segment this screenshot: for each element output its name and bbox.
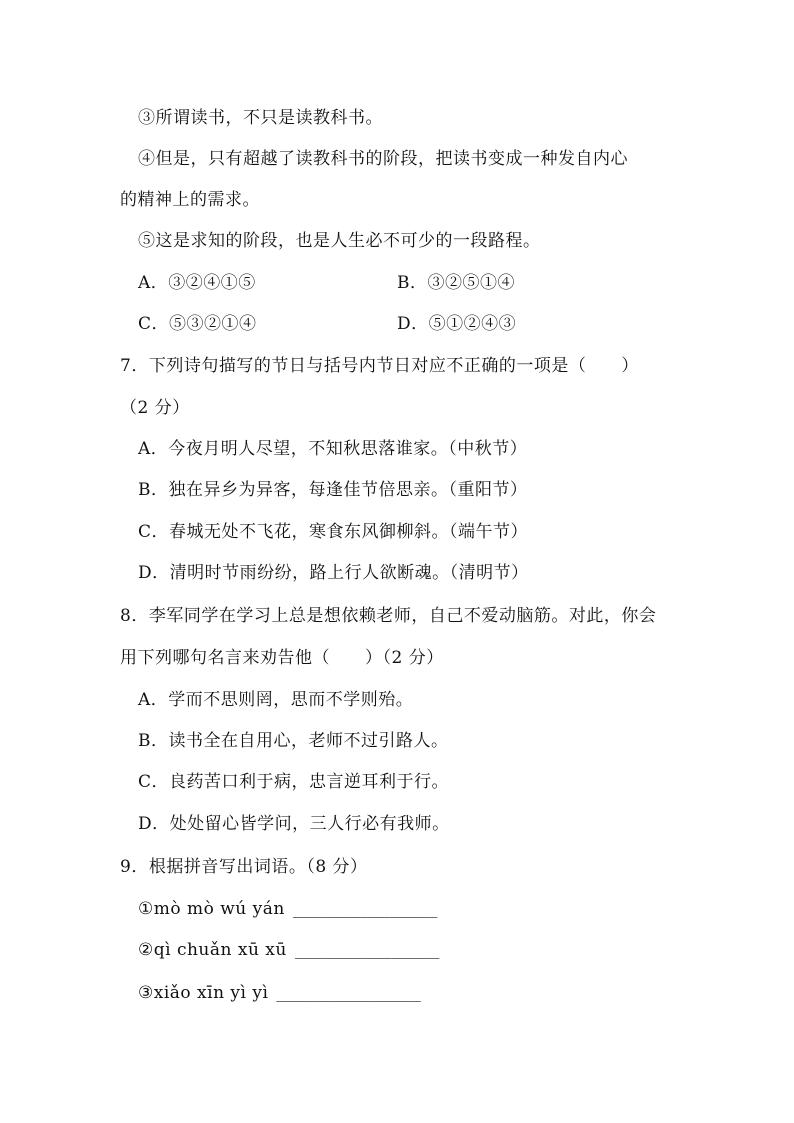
q7-stem-line-1: 7．下列诗句描写的节日与括号内节日对应不正确的一项是（ ） [120,356,639,376]
q8-option-a: A．学而不思则罔，思而不学则殆。 [138,690,414,710]
q6-option-c: C．⑤③②①④ [138,314,257,334]
q7-option-b: B．独在异乡为异客，每逢佳节倍思亲。（重阳节） [138,480,528,500]
q8-option-c: C．良药苦口利于病，忠言逆耳利于行。 [138,772,450,792]
q8-option-d: D．处处留心皆学问，三人行必有我师。 [138,814,450,834]
q9-item-3-pinyin: ③xiǎo xīn yì yì [138,983,269,1003]
q9-item-2-pinyin: ②qì chuǎn xū xū [138,940,287,960]
q9-stem: 9．根据拼音写出词语。（8 分） [120,857,368,877]
q6-option-d: D．⑤①②④③ [397,314,517,334]
q9-item-3 [138,981,421,1005]
q6-option-a: A．③②④①⑤ [138,273,256,293]
q8-stem-line-1: 8．李军同学在学习上总是想依赖老师，自己不爱动脑筋。对此，你会 [120,606,657,626]
passage-sentence-4-line-1: ④但是，只有超越了读教科书的阶段，把读书变成一种发自内心 [138,149,628,169]
q9-item-1-pinyin: ①mò mò wú yán [138,899,285,919]
q7-option-d: D．清明时节雨纷纷，路上行人欲断魂。（清明节） [138,563,529,583]
q9-item-2-answer-blank[interactable]: _______________ [294,940,440,959]
passage-sentence-4-line-2: 的精神上的需求。 [120,190,260,210]
q6-option-b: B．③②⑤①④ [397,273,515,293]
q7-option-a: A．今夜月明人尽望，不知秋思落谁家。（中秋节） [138,439,528,459]
q7-stem-line-2: （2 分） [120,398,190,418]
q9-item-1 [138,897,437,921]
q9-item-3-answer-blank[interactable]: _______________ [276,983,421,1002]
q8-stem-line-2: 用下列哪句名言来劝告他（ ）（2 分） [120,648,444,668]
q9-item-2 [138,938,439,962]
q7-option-c: C．春城无处不飞花，寒食东风御柳斜。（端午节） [138,522,529,542]
passage-sentence-5: ⑤这是求知的阶段，也是人生必不可少的一段路程。 [138,231,541,251]
q9-item-1-answer-blank[interactable]: _______________ [292,899,438,918]
q8-option-b: B．读书全在自用心，老师不过引路人。 [138,731,449,751]
passage-sentence-3: ③所谓读书，不只是读教科书。 [138,108,383,128]
